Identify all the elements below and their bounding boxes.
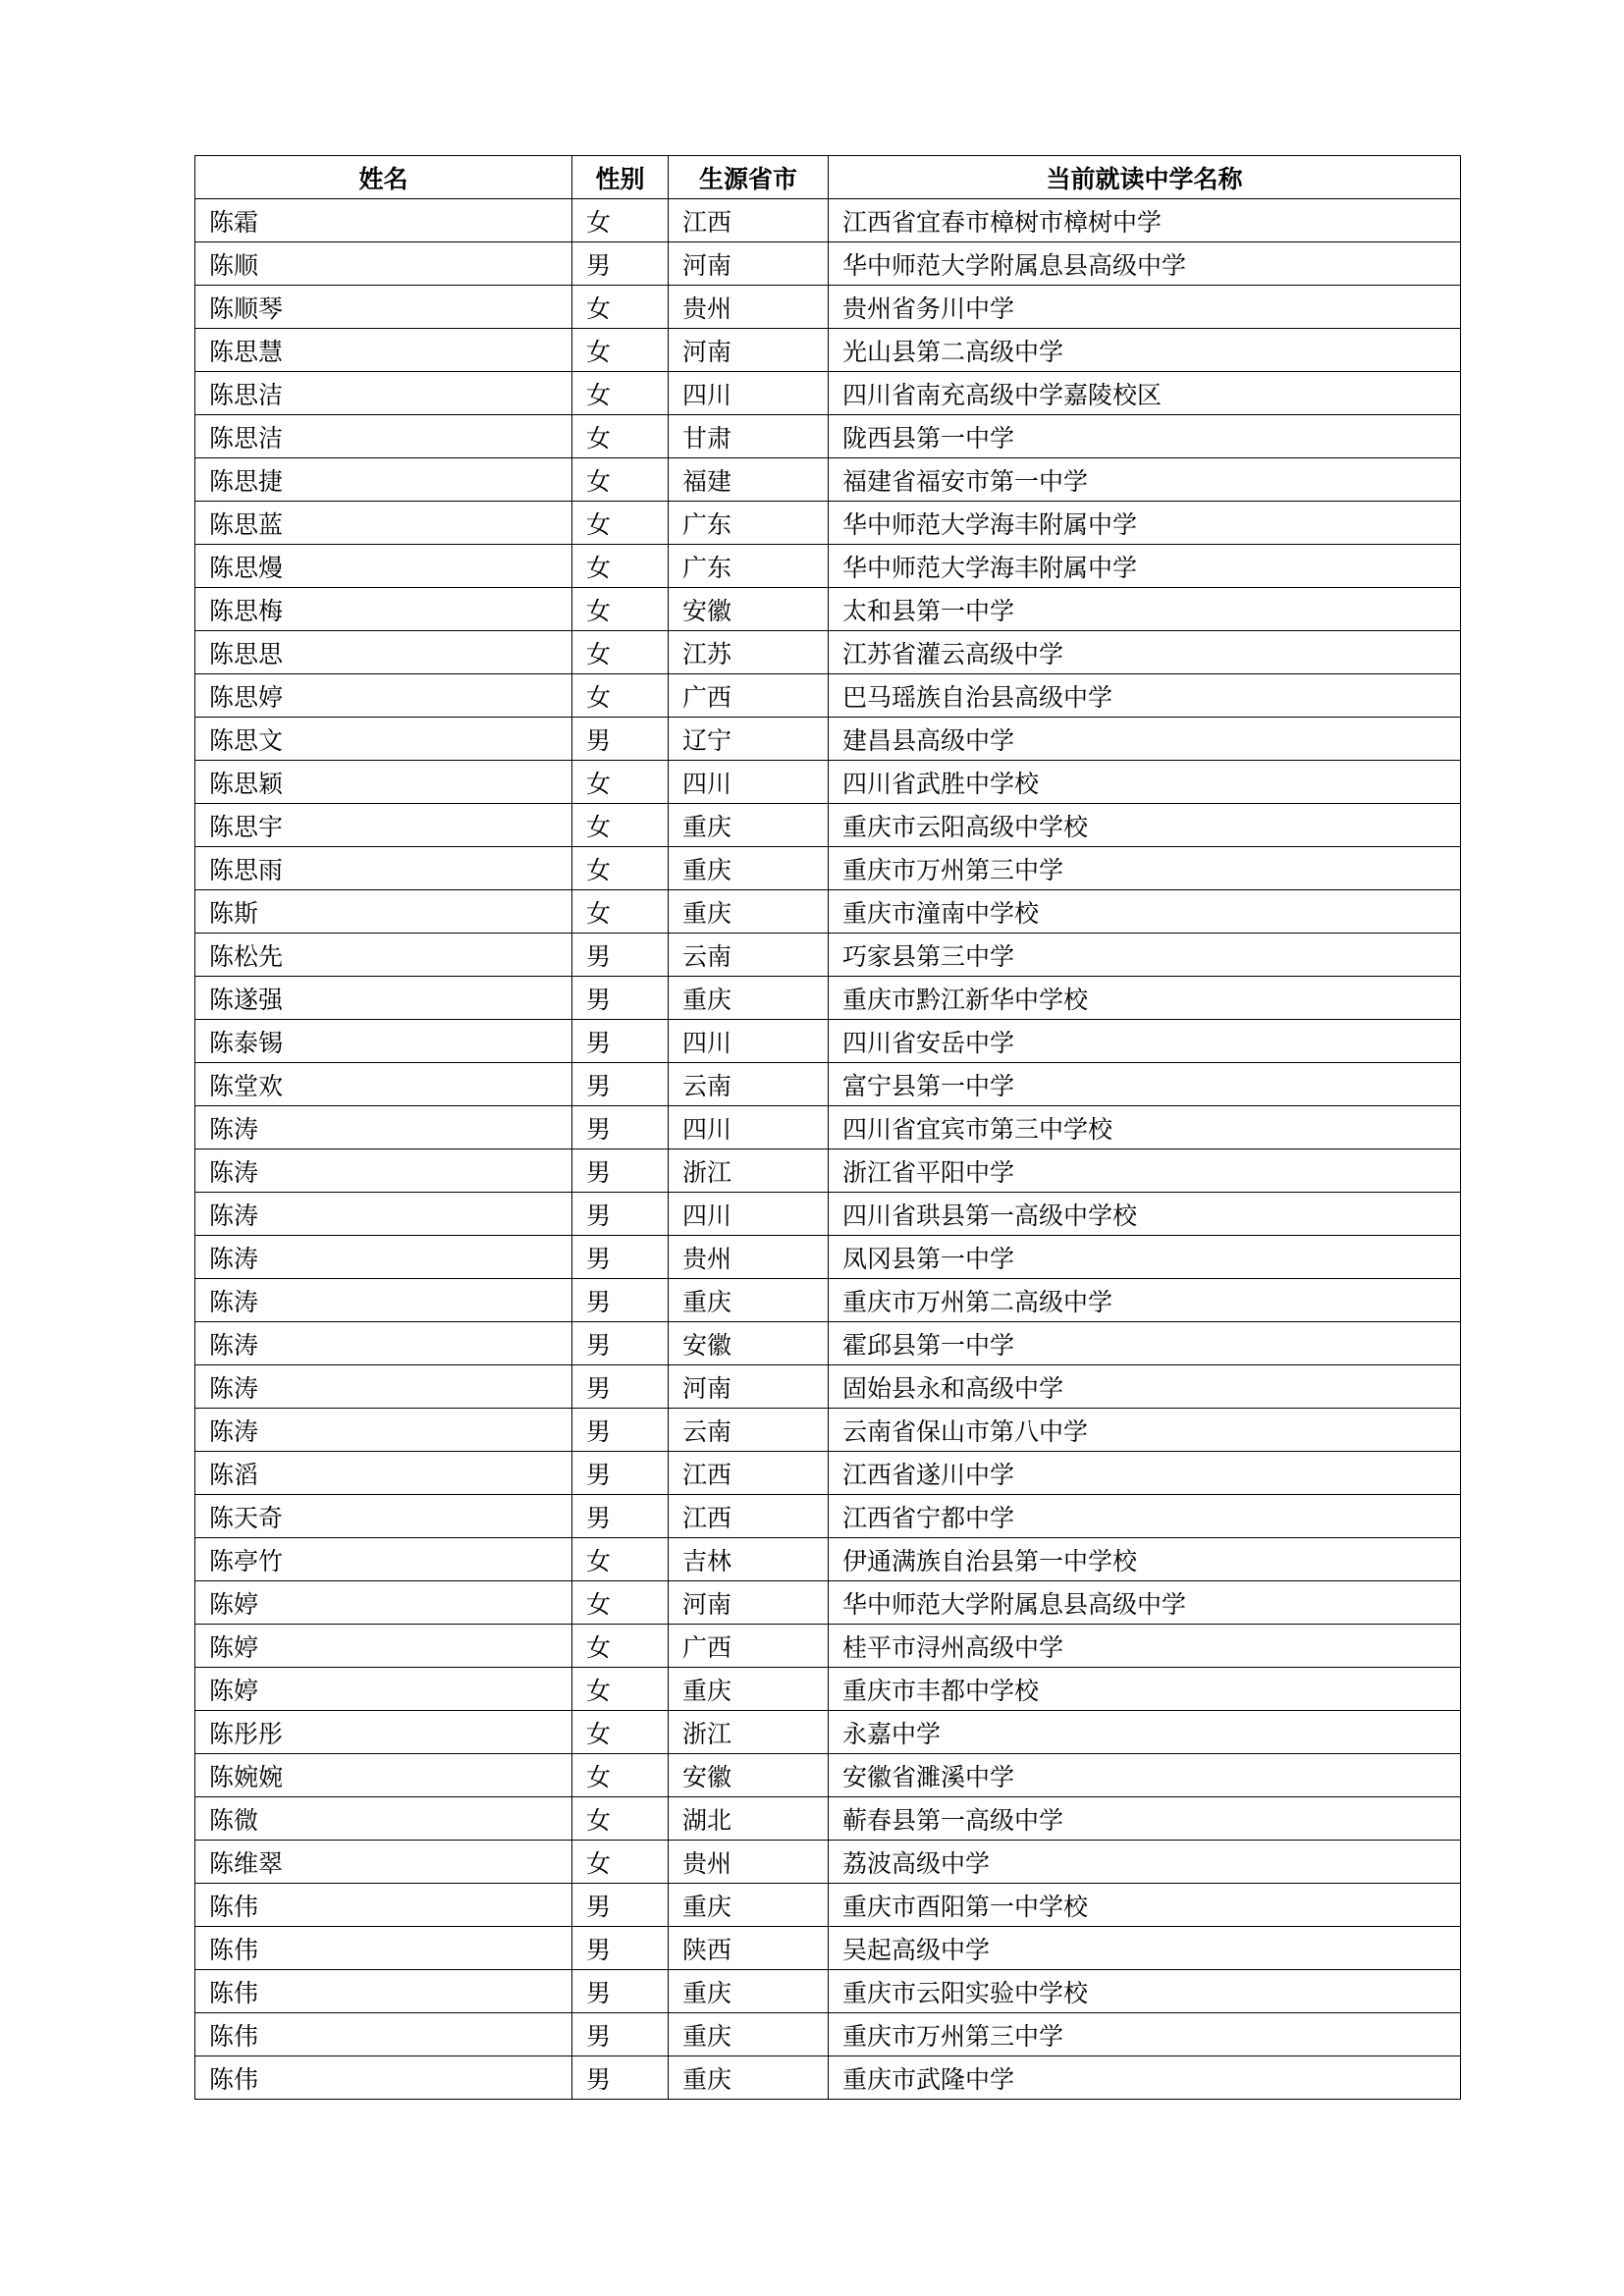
cell-school: 重庆市黔江新华中学校 bbox=[829, 977, 1461, 1020]
table-row bbox=[195, 1149, 1461, 1193]
table-row bbox=[195, 1193, 1461, 1236]
cell-gender: 男 bbox=[572, 242, 669, 286]
cell-gender: 女 bbox=[572, 329, 669, 372]
cell-province: 江西 bbox=[669, 1495, 829, 1538]
cell-school: 云南省保山市第八中学 bbox=[829, 1409, 1461, 1452]
table-row bbox=[195, 1711, 1461, 1754]
cell-school: 华中师范大学附属息县高级中学 bbox=[829, 1581, 1461, 1625]
cell-name: 陈思颖 bbox=[195, 761, 572, 804]
cell-school: 重庆市云阳实验中学校 bbox=[829, 1970, 1461, 2013]
cell-gender: 男 bbox=[572, 2056, 669, 2100]
cell-gender: 女 bbox=[572, 761, 669, 804]
cell-school: 凤冈县第一中学 bbox=[829, 1236, 1461, 1279]
cell-name: 陈亭竹 bbox=[195, 1538, 572, 1581]
table-row bbox=[195, 372, 1461, 415]
table-row bbox=[195, 631, 1461, 674]
cell-gender: 女 bbox=[572, 631, 669, 674]
table-row bbox=[195, 1409, 1461, 1452]
cell-province: 贵州 bbox=[669, 286, 829, 329]
cell-gender: 男 bbox=[572, 1409, 669, 1452]
table-row bbox=[195, 674, 1461, 718]
table-row bbox=[195, 329, 1461, 372]
cell-province: 重庆 bbox=[669, 977, 829, 1020]
cell-province: 甘肃 bbox=[669, 415, 829, 458]
cell-name: 陈松先 bbox=[195, 934, 572, 977]
table-row bbox=[195, 415, 1461, 458]
cell-name: 陈涛 bbox=[195, 1409, 572, 1452]
cell-province: 重庆 bbox=[669, 1279, 829, 1322]
table-header-row bbox=[195, 156, 1461, 199]
cell-name: 陈顺琴 bbox=[195, 286, 572, 329]
cell-province: 四川 bbox=[669, 1020, 829, 1063]
cell-gender: 女 bbox=[572, 372, 669, 415]
cell-province: 广东 bbox=[669, 545, 829, 588]
cell-name: 陈思思 bbox=[195, 631, 572, 674]
cell-gender: 女 bbox=[572, 1754, 669, 1797]
cell-gender: 男 bbox=[572, 718, 669, 761]
cell-school: 固始县永和高级中学 bbox=[829, 1365, 1461, 1409]
cell-province: 安徽 bbox=[669, 1754, 829, 1797]
table-row bbox=[195, 1322, 1461, 1365]
cell-name: 陈斯 bbox=[195, 890, 572, 934]
cell-gender: 女 bbox=[572, 1797, 669, 1841]
cell-name: 陈滔 bbox=[195, 1452, 572, 1495]
cell-name: 陈涛 bbox=[195, 1279, 572, 1322]
cell-school: 陇西县第一中学 bbox=[829, 415, 1461, 458]
cell-name: 陈涛 bbox=[195, 1149, 572, 1193]
table-row bbox=[195, 847, 1461, 890]
table-row bbox=[195, 1841, 1461, 1884]
cell-gender: 女 bbox=[572, 1581, 669, 1625]
cell-name: 陈涛 bbox=[195, 1236, 572, 1279]
cell-gender: 男 bbox=[572, 2013, 669, 2056]
cell-name: 陈彤彤 bbox=[195, 1711, 572, 1754]
cell-province: 安徽 bbox=[669, 1322, 829, 1365]
table-row bbox=[195, 1581, 1461, 1625]
cell-school: 四川省宜宾市第三中学校 bbox=[829, 1106, 1461, 1149]
cell-province: 浙江 bbox=[669, 1149, 829, 1193]
cell-school: 重庆市丰都中学校 bbox=[829, 1668, 1461, 1711]
table-row bbox=[195, 545, 1461, 588]
cell-gender: 男 bbox=[572, 1322, 669, 1365]
cell-province: 重庆 bbox=[669, 2013, 829, 2056]
cell-province: 河南 bbox=[669, 1581, 829, 1625]
cell-gender: 男 bbox=[572, 1063, 669, 1106]
cell-school: 重庆市云阳高级中学校 bbox=[829, 804, 1461, 847]
cell-name: 陈思捷 bbox=[195, 458, 572, 502]
table-row bbox=[195, 804, 1461, 847]
table-row bbox=[195, 1063, 1461, 1106]
cell-gender: 男 bbox=[572, 1020, 669, 1063]
cell-name: 陈伟 bbox=[195, 1970, 572, 2013]
cell-school: 华中师范大学海丰附属中学 bbox=[829, 502, 1461, 545]
cell-gender: 男 bbox=[572, 1927, 669, 1970]
table-row bbox=[195, 718, 1461, 761]
cell-province: 吉林 bbox=[669, 1538, 829, 1581]
cell-name: 陈思蓝 bbox=[195, 502, 572, 545]
table-row bbox=[195, 1452, 1461, 1495]
table-row bbox=[195, 458, 1461, 502]
cell-school: 巧家县第三中学 bbox=[829, 934, 1461, 977]
cell-province: 广西 bbox=[669, 674, 829, 718]
cell-gender: 女 bbox=[572, 545, 669, 588]
cell-school: 巴马瑶族自治县高级中学 bbox=[829, 674, 1461, 718]
cell-name: 陈涛 bbox=[195, 1106, 572, 1149]
table-row bbox=[195, 1279, 1461, 1322]
table-row bbox=[195, 2056, 1461, 2100]
cell-school: 建昌县高级中学 bbox=[829, 718, 1461, 761]
header-school: 当前就读中学名称 bbox=[829, 156, 1461, 199]
cell-gender: 女 bbox=[572, 890, 669, 934]
cell-province: 重庆 bbox=[669, 847, 829, 890]
cell-name: 陈维翠 bbox=[195, 1841, 572, 1884]
cell-province: 广西 bbox=[669, 1625, 829, 1668]
cell-province: 重庆 bbox=[669, 804, 829, 847]
table-row bbox=[195, 242, 1461, 286]
cell-gender: 男 bbox=[572, 1495, 669, 1538]
cell-name: 陈伟 bbox=[195, 2056, 572, 2100]
cell-gender: 女 bbox=[572, 588, 669, 631]
header-name: 姓名 bbox=[195, 156, 572, 199]
cell-name: 陈思文 bbox=[195, 718, 572, 761]
cell-gender: 女 bbox=[572, 286, 669, 329]
cell-province: 四川 bbox=[669, 1106, 829, 1149]
cell-province: 福建 bbox=[669, 458, 829, 502]
cell-school: 福建省福安市第一中学 bbox=[829, 458, 1461, 502]
cell-name: 陈思熳 bbox=[195, 545, 572, 588]
table-row bbox=[195, 1668, 1461, 1711]
cell-name: 陈霜 bbox=[195, 199, 572, 242]
cell-gender: 女 bbox=[572, 847, 669, 890]
cell-school: 重庆市万州第二高级中学 bbox=[829, 1279, 1461, 1322]
cell-school: 江西省宁都中学 bbox=[829, 1495, 1461, 1538]
table-row bbox=[195, 1106, 1461, 1149]
cell-name: 陈遂强 bbox=[195, 977, 572, 1020]
cell-province: 陕西 bbox=[669, 1927, 829, 1970]
cell-school: 华中师范大学海丰附属中学 bbox=[829, 545, 1461, 588]
cell-gender: 男 bbox=[572, 1279, 669, 1322]
cell-gender: 女 bbox=[572, 1538, 669, 1581]
table-row bbox=[195, 1538, 1461, 1581]
cell-school: 贵州省务川中学 bbox=[829, 286, 1461, 329]
header-province: 生源省市 bbox=[669, 156, 829, 199]
cell-school: 重庆市武隆中学 bbox=[829, 2056, 1461, 2100]
table-row bbox=[195, 1754, 1461, 1797]
cell-name: 陈伟 bbox=[195, 1884, 572, 1927]
cell-name: 陈微 bbox=[195, 1797, 572, 1841]
table-row bbox=[195, 588, 1461, 631]
cell-school: 江西省遂川中学 bbox=[829, 1452, 1461, 1495]
cell-province: 辽宁 bbox=[669, 718, 829, 761]
cell-gender: 女 bbox=[572, 199, 669, 242]
cell-name: 陈思洁 bbox=[195, 372, 572, 415]
cell-school: 伊通满族自治县第一中学校 bbox=[829, 1538, 1461, 1581]
table-row bbox=[195, 502, 1461, 545]
cell-gender: 男 bbox=[572, 1365, 669, 1409]
cell-name: 陈婷 bbox=[195, 1581, 572, 1625]
cell-name: 陈婷 bbox=[195, 1668, 572, 1711]
cell-school: 富宁县第一中学 bbox=[829, 1063, 1461, 1106]
cell-school: 重庆市酉阳第一中学校 bbox=[829, 1884, 1461, 1927]
cell-school: 重庆市万州第三中学 bbox=[829, 2013, 1461, 2056]
cell-gender: 女 bbox=[572, 804, 669, 847]
cell-school: 江西省宜春市樟树市樟树中学 bbox=[829, 199, 1461, 242]
cell-name: 陈思宇 bbox=[195, 804, 572, 847]
cell-school: 荔波高级中学 bbox=[829, 1841, 1461, 1884]
cell-province: 重庆 bbox=[669, 1668, 829, 1711]
cell-province: 安徽 bbox=[669, 588, 829, 631]
cell-province: 广东 bbox=[669, 502, 829, 545]
cell-gender: 女 bbox=[572, 415, 669, 458]
cell-province: 重庆 bbox=[669, 2056, 829, 2100]
cell-province: 江苏 bbox=[669, 631, 829, 674]
cell-name: 陈思梅 bbox=[195, 588, 572, 631]
cell-province: 重庆 bbox=[669, 1884, 829, 1927]
cell-school: 四川省珙县第一高级中学校 bbox=[829, 1193, 1461, 1236]
cell-province: 四川 bbox=[669, 1193, 829, 1236]
cell-school: 四川省武胜中学校 bbox=[829, 761, 1461, 804]
cell-gender: 女 bbox=[572, 502, 669, 545]
cell-school: 太和县第一中学 bbox=[829, 588, 1461, 631]
table-row bbox=[195, 761, 1461, 804]
cell-name: 陈婷 bbox=[195, 1625, 572, 1668]
cell-province: 云南 bbox=[669, 934, 829, 977]
cell-gender: 女 bbox=[572, 1841, 669, 1884]
table-row bbox=[195, 1927, 1461, 1970]
cell-province: 江西 bbox=[669, 1452, 829, 1495]
cell-name: 陈思慧 bbox=[195, 329, 572, 372]
cell-province: 重庆 bbox=[669, 1970, 829, 2013]
cell-gender: 男 bbox=[572, 1452, 669, 1495]
cell-name: 陈涛 bbox=[195, 1322, 572, 1365]
cell-gender: 男 bbox=[572, 1970, 669, 2013]
header-gender: 性别 bbox=[572, 156, 669, 199]
table-row bbox=[195, 199, 1461, 242]
cell-province: 湖北 bbox=[669, 1797, 829, 1841]
table-row bbox=[195, 1970, 1461, 2013]
cell-province: 重庆 bbox=[669, 890, 829, 934]
cell-name: 陈思雨 bbox=[195, 847, 572, 890]
cell-name: 陈堂欢 bbox=[195, 1063, 572, 1106]
cell-school: 江苏省灌云高级中学 bbox=[829, 631, 1461, 674]
cell-name: 陈伟 bbox=[195, 2013, 572, 2056]
cell-gender: 男 bbox=[572, 1193, 669, 1236]
cell-school: 蕲春县第一高级中学 bbox=[829, 1797, 1461, 1841]
cell-gender: 男 bbox=[572, 1884, 669, 1927]
cell-gender: 女 bbox=[572, 1711, 669, 1754]
table-row bbox=[195, 1495, 1461, 1538]
cell-school: 霍邱县第一中学 bbox=[829, 1322, 1461, 1365]
cell-gender: 男 bbox=[572, 1236, 669, 1279]
cell-school: 浙江省平阳中学 bbox=[829, 1149, 1461, 1193]
cell-province: 贵州 bbox=[669, 1236, 829, 1279]
table-row bbox=[195, 890, 1461, 934]
table-row bbox=[195, 1020, 1461, 1063]
table-row bbox=[195, 977, 1461, 1020]
cell-gender: 女 bbox=[572, 458, 669, 502]
cell-province: 四川 bbox=[669, 372, 829, 415]
table-row bbox=[195, 1625, 1461, 1668]
cell-school: 四川省安岳中学 bbox=[829, 1020, 1461, 1063]
cell-school: 四川省南充高级中学嘉陵校区 bbox=[829, 372, 1461, 415]
table-row bbox=[195, 1236, 1461, 1279]
cell-school: 永嘉中学 bbox=[829, 1711, 1461, 1754]
table-row bbox=[195, 934, 1461, 977]
table-row bbox=[195, 1797, 1461, 1841]
student-table bbox=[194, 155, 1461, 2100]
cell-name: 陈思洁 bbox=[195, 415, 572, 458]
cell-school: 华中师范大学附属息县高级中学 bbox=[829, 242, 1461, 286]
cell-name: 陈顺 bbox=[195, 242, 572, 286]
cell-province: 云南 bbox=[669, 1063, 829, 1106]
cell-school: 桂平市浔州高级中学 bbox=[829, 1625, 1461, 1668]
cell-gender: 女 bbox=[572, 1625, 669, 1668]
table-row bbox=[195, 1884, 1461, 1927]
cell-province: 河南 bbox=[669, 1365, 829, 1409]
cell-school: 重庆市潼南中学校 bbox=[829, 890, 1461, 934]
cell-gender: 女 bbox=[572, 674, 669, 718]
cell-province: 四川 bbox=[669, 761, 829, 804]
cell-school: 重庆市万州第三中学 bbox=[829, 847, 1461, 890]
cell-province: 河南 bbox=[669, 242, 829, 286]
cell-gender: 女 bbox=[572, 1668, 669, 1711]
cell-gender: 男 bbox=[572, 1106, 669, 1149]
cell-province: 河南 bbox=[669, 329, 829, 372]
table-row bbox=[195, 286, 1461, 329]
cell-gender: 男 bbox=[572, 1149, 669, 1193]
cell-name: 陈涛 bbox=[195, 1365, 572, 1409]
cell-province: 浙江 bbox=[669, 1711, 829, 1754]
cell-school: 安徽省濉溪中学 bbox=[829, 1754, 1461, 1797]
cell-name: 陈涛 bbox=[195, 1193, 572, 1236]
table-row bbox=[195, 2013, 1461, 2056]
cell-gender: 男 bbox=[572, 934, 669, 977]
cell-name: 陈泰锡 bbox=[195, 1020, 572, 1063]
cell-gender: 男 bbox=[572, 977, 669, 1020]
cell-school: 吴起高级中学 bbox=[829, 1927, 1461, 1970]
cell-province: 贵州 bbox=[669, 1841, 829, 1884]
cell-name: 陈婉婉 bbox=[195, 1754, 572, 1797]
cell-name: 陈思婷 bbox=[195, 674, 572, 718]
cell-province: 江西 bbox=[669, 199, 829, 242]
table-row bbox=[195, 1365, 1461, 1409]
cell-name: 陈伟 bbox=[195, 1927, 572, 1970]
cell-province: 云南 bbox=[669, 1409, 829, 1452]
cell-school: 光山县第二高级中学 bbox=[829, 329, 1461, 372]
cell-name: 陈天奇 bbox=[195, 1495, 572, 1538]
